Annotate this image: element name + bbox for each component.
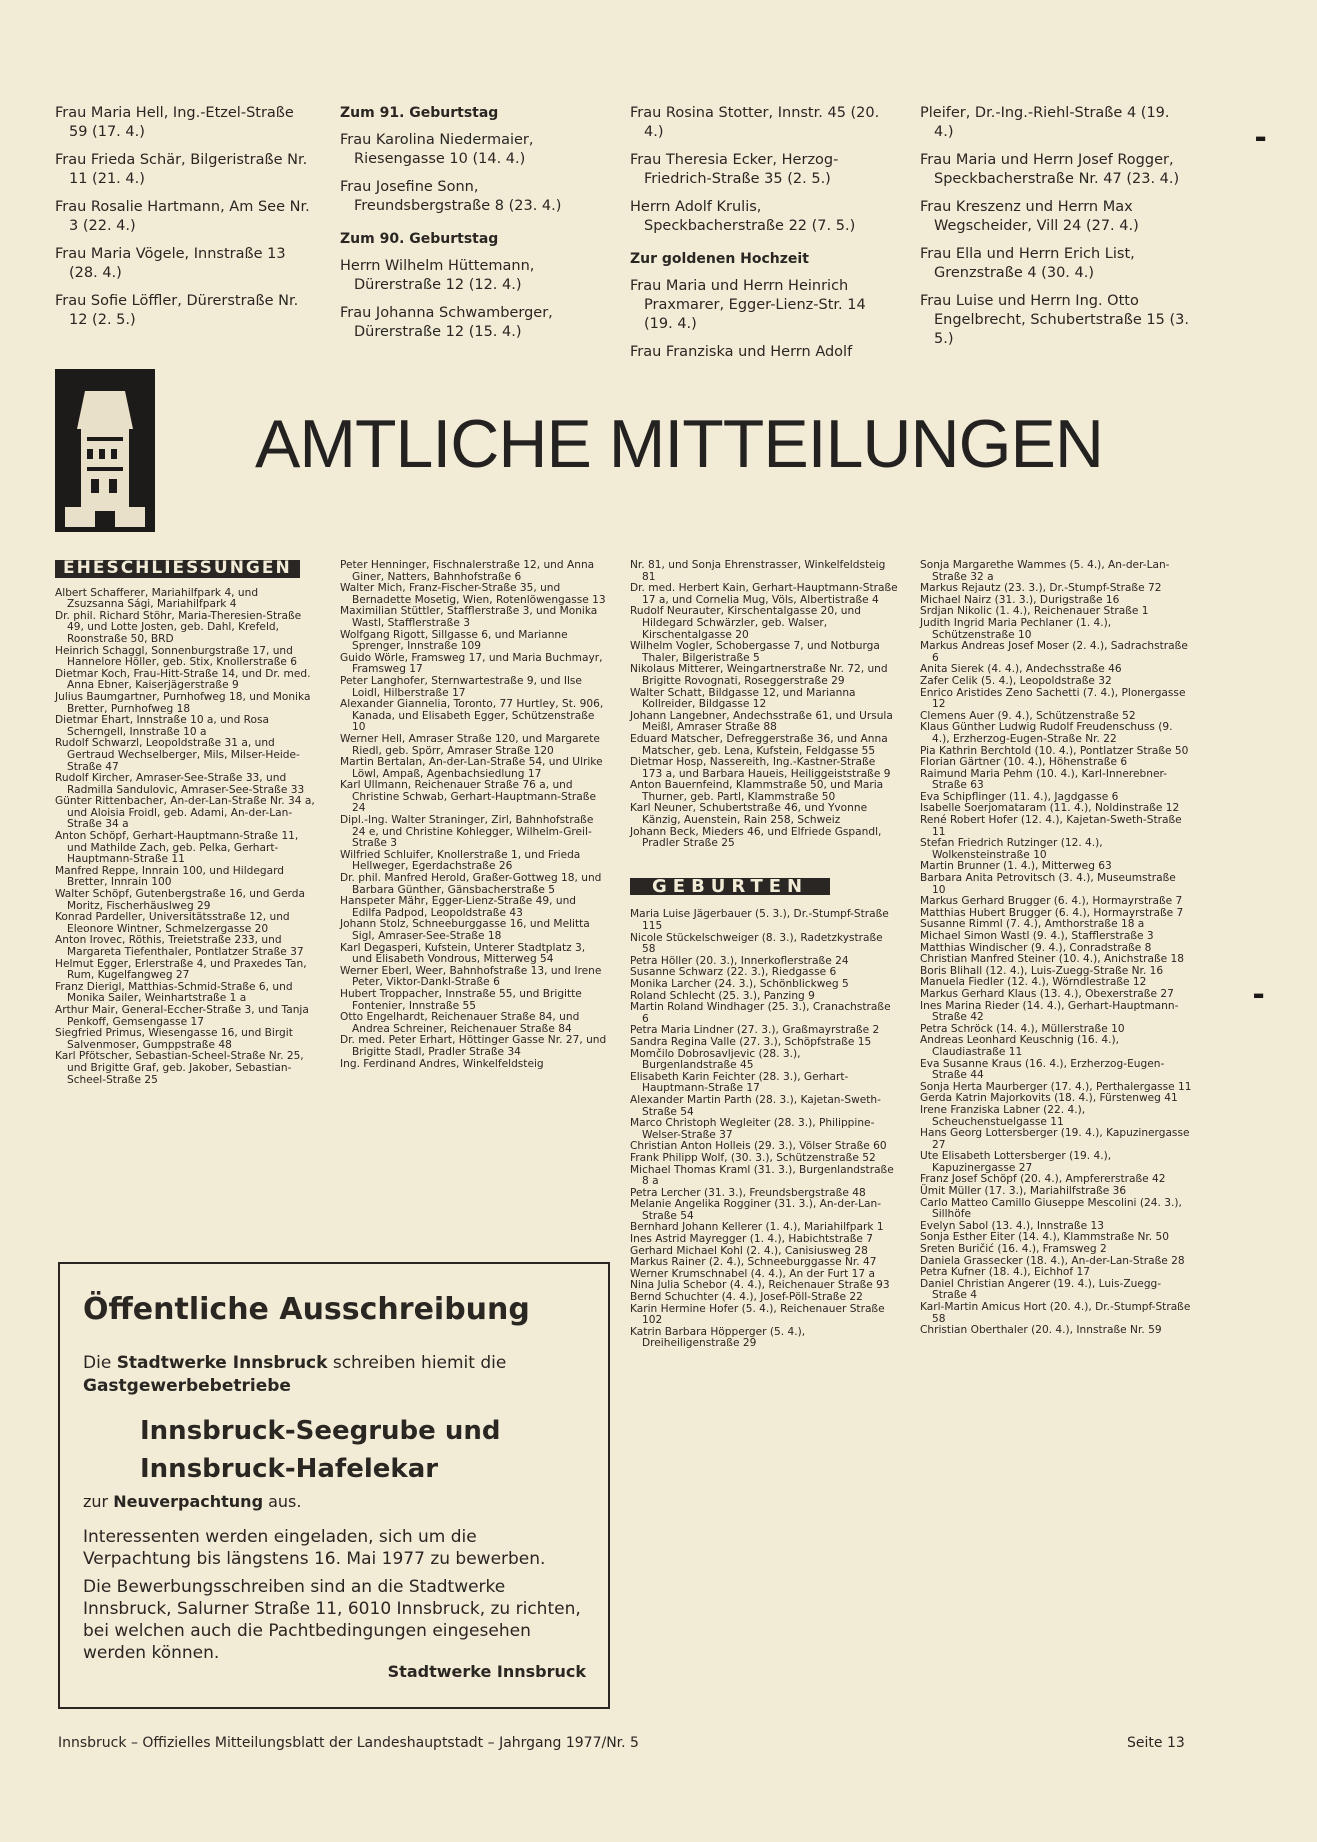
marriage-entry: Dr. med. Herbert Kain, Gerhart-Hauptmann-Straße 17 a, und Cornelia Mug, Völs, Albertistraße 4 — [630, 582, 898, 606]
marriage-entry: Siegfried Primus, Wiesengasse 16, und Birgit Salvenmoser, Gumppstraße 48 — [55, 1027, 293, 1051]
birthday-entry: Frau Rosina Stotter, Innstr. 45 (20. 4.) — [630, 105, 880, 140]
city-tower-logo — [55, 369, 155, 532]
birth-entry: Raimund Maria Pehm (10. 4.), Karl-Innerebner-Straße 63 — [920, 767, 1167, 792]
tender-lease-line: zur Neuverpachtung aus. — [83, 1492, 302, 1511]
marriage-entry: Maximilian Stüttler, Stafflerstraße 3, und Monika Wastl, Stafflerstraße 3 — [340, 605, 598, 629]
anniversary-entry: Frau Kreszenz und Herrn Max Wegscheider, Vill 24 (27. 4.) — [920, 199, 1139, 234]
birth-entry: Markus Rainer (2. 4.), Schneeburggasse Nr. 47 — [630, 1256, 877, 1269]
marriage-entry: Karl Degasperi, Kufstein, Unterer Stadtplatz 3, und Elisabeth Vondrous, Mitterweg 54 — [340, 941, 586, 966]
marriage-entry: Dietmar Ehart, Innstraße 10 a, und Rosa Scherngell, Innstraße 10 a — [55, 714, 270, 738]
birthday-entry: Frau Theresia Ecker, Herzog-Friedrich-Straße 35 (2. 5.) — [630, 152, 839, 187]
marriage-entry: Dietmar Hosp, Nassereith, Ing.-Kastner-Straße 173 a, und Barbara Haueis, Heiliggeiststraße 9 — [630, 756, 891, 780]
tender-locations: Innsbruck-Seegrube und Innsbruck-Hafelekar — [140, 1416, 501, 1484]
birth-entry: Ines Astrid Mayregger (1. 4.), Habichtstraße 7 — [630, 1233, 874, 1246]
section-banner: AMTLICHE MITTEILUNGEN — [255, 406, 1103, 482]
birth-entry: Franz Josef Schöpf (20. 4.), Ampfererstraße 42 — [920, 1173, 1166, 1186]
birth-entry: Srdjan Nikolic (1. 4.), Reichenauer Straße 1 — [920, 605, 1149, 618]
marriage-entry: Otto Engelhardt, Reichenauer Straße 84, und Andrea Schreiner, Reichenauer Straße 84 — [340, 1011, 580, 1035]
marriage-entry: Walter Schatt, Bildgasse 12, und Marianna Kollreider, Bildgasse 12 — [630, 686, 856, 711]
birth-entry: Petra Schröck (14. 4.), Müllerstraße 10 — [920, 1022, 1125, 1035]
scan-mark-icon: ▬ — [1255, 131, 1267, 145]
birthday-entry: Frau Frieda Schär, Bilgeristraße Nr. 11 (21. 4.) — [55, 152, 308, 187]
anniversary-entry: Frau Ella und Herrn Erich List, Grenzstraße 4 (30. 4.) — [920, 246, 1135, 281]
marriages-col1 — [55, 560, 317, 1086]
tender-deadline: Interessenten werden eingeladen, sich um die Verpachtung bis längstens 16. Mai 1977 zu bewerben. — [83, 1527, 546, 1569]
marriage-entry: Anton Irovec, Röthis, Treietstraße 233, und Margareta Tiefenthaler, Pontlatzer Straße 37 — [55, 934, 304, 958]
birthday-entry: Frau Maria Vögele, Innstraße 13 (28. 4.) — [55, 246, 286, 281]
heading-golden-wedding: Zur goldenen Hochzeit — [630, 251, 809, 267]
birthday-entry: Frau Maria Hell, Ing.-Etzel-Straße 59 (17. 4.) — [55, 105, 294, 140]
birth-entry: Marco Christoph Wegleiter (28. 3.), Philippine-Welser-Straße 37 — [630, 1117, 875, 1141]
birth-entry: Michael Nairz (31. 3.), Durigstraße 16 — [920, 593, 1120, 606]
marriage-entry: Rudolf Kircher, Amraser-See-Straße 33, und Radmilla Sandulovic, Amraser-See-Straße 33 — [55, 772, 305, 796]
birth-entry: Isabelle Soerjomataram (11. 4.), Noldinstraße 12 — [920, 802, 1180, 815]
birth-entry: Christian Manfred Steiner (10. 4.), Anichstraße 18 — [920, 953, 1185, 966]
marriage-entry: Albert Schafferer, Mariahilfpark 4, und Zsuzsanna Sági, Mariahilfpark 4 — [55, 586, 259, 611]
marriage-entry: Alexander Giannelia, Toronto, 77 Hurtley, St. 906, Kanada, und Elisabeth Egger, Schützenstraße 10 — [340, 698, 604, 734]
births-heading: GEBURTEN — [630, 878, 830, 896]
footer-publication: Innsbruck – Offizielles Mitteilungsblatt der Landeshauptstadt – Jahrgang 1977/Nr. 5 — [58, 1735, 639, 1751]
tender-application: Die Bewerbungsschreiben sind an die Stadtwerke Innsbruck, Salurner Straße 11, 6010 Innsbruck, zu richten, bei welchen auch die Pachtbedingungen eingesehen werden können. — [83, 1577, 581, 1663]
birth-entry: Ümit Müller (17. 3.), Mariahilfstraße 36 — [920, 1185, 1127, 1198]
birth-entry: Katrin Barbara Höpperger (5. 4.), Dreiheiligenstraße 29 — [630, 1325, 806, 1350]
marriage-entry: Rudolf Neurauter, Kirschentalgasse 20, und Hildegard Schwärzler, geb. Walser, Kirschentalgasse 20 — [630, 605, 861, 641]
marriage-entry: Hubert Troppacher, Innstraße 55, und Brigitte Fontenier, Innstraße 55 — [340, 987, 582, 1012]
birth-entry: Boris Blihall (12. 4.), Luis-Zuegg-Straße Nr. 16 — [920, 964, 1164, 977]
birth-entry: Karin Hermine Hofer (5. 4.), Reichenauer Straße 102 — [630, 1302, 885, 1327]
marriage-entry: Dr. phil. Manfred Herold, Graßer-Gottweg 18, und Barbara Günther, Gänsbacherstraße 5 — [340, 872, 602, 896]
birth-entry: Matthias Hubert Brugger (6. 4.), Hormayrstraße 7 — [920, 906, 1184, 919]
birth-entry: Martin Roland Windhager (25. 3.), Cranachstraße 6 — [630, 1001, 891, 1025]
marriage-entry: Heinrich Schaggl, Sonnenburgstraße 17, und Hannelore Höller, geb. Stix, Knollerstraße 6 — [55, 644, 298, 669]
marriage-entry: Anton Schöpf, Gerhart-Hauptmann-Straße 11, und Mathilde Zach, geb. Pelka, Gerhart-Hauptmann-Straße 11 — [55, 830, 299, 866]
marriage-entry: Franz Dierigl, Matthias-Schmid-Straße 6, und Monika Sailer, Weinhartstraße 1 a — [55, 980, 293, 1005]
birth-entry: Judith Ingrid Maria Pechlaner (1. 4.), Schützenstraße 10 — [920, 616, 1112, 641]
marriage-entry: Dr. phil. Richard Stöhr, Maria-Theresien-Straße 49, und Lotte Josten, geb. Dahl, Krefeld, Roonstraße 50, BRD — [55, 609, 302, 645]
birth-entry: René Robert Hofer (12. 4.), Kajetan-Sweth-Straße 11 — [920, 814, 1182, 838]
birth-entry: Roland Schlecht (25. 3.), Panzing 9 — [630, 989, 815, 1002]
birth-entry: Sonja Herta Maurberger (17. 4.), Perthalergasse 11 — [920, 1080, 1192, 1093]
birth-entry: Pia Kathrin Berchtold (10. 4.), Pontlatzer Straße 50 — [920, 744, 1189, 757]
marriage-entry: Dipl.-Ing. Walter Straninger, Zirl, Bahnhofstraße 24 e, und Christine Kohlegger, Wilhelm-Greil-Straße 3 — [340, 814, 594, 850]
birthday-entry: Frau Josefine Sonn, Freundsbergstraße 8 (23. 4.) — [340, 179, 562, 214]
marriages-heading: EHESCHLIESSUNGEN — [55, 560, 300, 578]
birth-entry: Sandra Regina Valle (27. 3.), Schöpfstraße 15 — [630, 1035, 872, 1048]
birth-entry: Gerhard Michael Kohl (2. 4.), Canisiusweg 28 — [630, 1244, 868, 1257]
scan-mark-icon: ▬ — [1253, 988, 1265, 1002]
marriage-entry: Peter Langhofer, Sternwartestraße 9, und Ilse Loidl, Hilberstraße 17 — [340, 674, 582, 699]
birth-entry: Petra Lercher (31. 3.), Freundsbergstraße 48 — [630, 1186, 866, 1199]
marriage-entry: Günter Rittenbacher, An-der-Lan-Straße Nr. 34 a, und Aloisia Froidl, geb. Adami, An-der-Lan-Straße 34 a — [55, 795, 315, 831]
birth-entry: Christian Anton Holleis (29. 3.), Völser Straße 60 — [630, 1140, 887, 1153]
birth-entry: Nicole Stückelschweiger (8. 3.), Radetzkystraße 58 — [630, 931, 883, 956]
birth-entry: Enrico Aristides Zeno Sachetti (7. 4.), Plonergasse 12 — [920, 686, 1186, 711]
marriage-entry: Karl Ullmann, Reichenauer Straße 76 a, und Christine Schwab, Gerhart-Hauptmann-Straße 24 — [340, 779, 596, 815]
birth-entry: Hans Georg Lottersberger (19. 4.), Kapuzinergasse 27 — [920, 1127, 1190, 1151]
marriage-entry: Guido Wörle, Framsweg 17, und Maria Buchmayr, Framsweg 17 — [340, 651, 603, 676]
marriages-births-col3 — [630, 560, 898, 1350]
birth-entry: Manuela Fiedler (12. 4.), Wörndlestraße 12 — [920, 976, 1147, 989]
anniversary-entry: Frau Franziska und Herrn Adolf — [630, 344, 853, 360]
marriage-entry: Werner Hell, Amraser Straße 120, und Margarete Riedl, geb. Spörr, Amraser Straße 120 — [340, 732, 600, 757]
birth-entry: Matthias Windischer (9. 4.), Conradstraße 8 — [920, 941, 1152, 954]
birth-entry: Gerda Katrin Majorkovits (18. 4.), Fürstenweg 41 — [920, 1092, 1178, 1105]
birth-entry: Momčilo Dobrosavljevic (28. 3.), Burgenlandstraße 45 — [630, 1047, 801, 1072]
heading-90: Zum 90. Geburtstag — [340, 231, 499, 247]
birth-entry: Michael Thomas Kraml (31. 3.), Burgenlandstraße 8 a — [630, 1163, 894, 1188]
marriage-entry: Johann Stolz, Schneeburggasse 16, und Melitta Sigl, Amraser-See-Straße 18 — [340, 918, 590, 942]
birthday-list-col1 — [55, 104, 315, 339]
marriage-entry: Martin Bertalan, An-der-Lan-Straße 54, und Ulrike Löwl, Ampaß, Agenbachsiedlung 17 — [340, 756, 603, 780]
marriage-entry: Karl Pfötscher, Sebastian-Scheel-Straße Nr. 25, und Brigitte Graf, geb. Jakober, Sebastian-Scheel-Straße 25 — [55, 1050, 304, 1086]
birth-entry: Daniel Christian Angerer (19. 4.), Luis-Zuegg-Straße 4 — [920, 1277, 1162, 1302]
birth-entry: Alexander Martin Parth (28. 3.), Kajetan-Sweth-Straße 54 — [630, 1093, 881, 1118]
anniversary-entry: Frau Maria und Herrn Josef Rogger, Speckbacherstraße Nr. 47 (23. 4.) — [920, 152, 1180, 187]
marriage-entry: Ing. Ferdinand Andres, Winkelfeldsteig — [340, 1057, 544, 1070]
marriage-entry: Hanspeter Mähr, Egger-Lienz-Straße 49, und Edilfa Padpod, Leopoldstraße 43 — [340, 895, 577, 919]
birth-entry: Eva Susanne Kraus (16. 4.), Erzherzog-Eugen-Straße 44 — [920, 1057, 1165, 1082]
birthday-list-col4 — [920, 104, 1190, 358]
birth-entry: Christian Oberthaler (20. 4.), Innstraße Nr. 59 — [920, 1324, 1162, 1337]
birth-entry: Frank Philipp Wolf, (30. 3.), Schützenstraße 52 — [630, 1151, 876, 1164]
birth-entry: Eva Schipflinger (11. 4.), Jagdgasse 6 — [920, 790, 1119, 803]
heading-91: Zum 91. Geburtstag — [340, 105, 499, 121]
births-col4 — [920, 560, 1192, 1337]
birth-entry: Monika Larcher (24. 3.), Schönblickweg 5 — [630, 978, 849, 990]
birth-entry: Markus Andreas Josef Moser (2. 4.), Sadrachstraße 6 — [920, 640, 1188, 664]
birth-entry: Ute Elisabeth Lottersberger (19. 4.), Kapuzinergasse 27 — [920, 1150, 1112, 1174]
page-number: Seite 13 — [1127, 1735, 1185, 1751]
birth-entry: Ines Marina Rieder (14. 4.), Gerhart-Hauptmann-Straße 42 — [920, 999, 1179, 1024]
birth-entry: Sonja Margarethe Wammes (5. 4.), An-der-Lan-Straße 32 a — [920, 559, 1170, 583]
marriage-entry: Wilhelm Vogler, Schobergasse 7, und Notburga Thaler, Bilgeristraße 5 — [630, 640, 880, 664]
birth-entry: Werner Krumschnabel (4. 4.), An der Furt 17 a — [630, 1267, 875, 1280]
birth-entry: Maria Luise Jägerbauer (5. 3.), Dr.-Stumpf-Straße 115 — [630, 908, 889, 933]
birth-entry: Anita Sierek (4. 4.), Andechsstraße 46 — [920, 663, 1122, 676]
birth-entry: Karl-Martin Amicus Hort (20. 4.), Dr.-Stumpf-Straße 58 — [920, 1301, 1191, 1325]
birth-entry: Barbara Anita Petrovitsch (3. 4.), Museumstraße 10 — [920, 872, 1176, 896]
marriage-entry: Wilfried Schluifer, Knollerstraße 1, und Frieda Hellweger, Egerdachstraße 26 — [340, 848, 581, 873]
marriage-entry: Eduard Matscher, Defreggerstraße 36, und Anna Matscher, geb. Lena, Kufstein, Feldgasse 55 — [630, 732, 888, 757]
birth-entry: Michael Simon Wastl (9. 4.), Stafflerstraße 3 — [920, 930, 1154, 942]
marriage-entry: Werner Eberl, Weer, Bahnhofstraße 13, und Irene Peter, Viktor-Dankl-Straße 6 — [340, 964, 602, 989]
birth-entry: Daniela Grassecker (18. 4.), An-der-Lan-Straße 28 — [920, 1254, 1185, 1267]
birth-entry: Melanie Angelika Rogginer (31. 3.), An-der-Lan-Straße 54 — [630, 1198, 882, 1222]
birth-entry: Klaus Günther Ludwig Rudolf Freudenschuss (9. 4.), Erzherzog-Eugen-Straße Nr. 22 — [920, 721, 1173, 745]
birth-entry: Stefan Friedrich Rutzinger (12. 4.), Wolkensteinstraße 10 — [920, 837, 1103, 861]
anniversary-entry: Frau Luise und Herrn Ing. Otto Engelbrecht, Schubertstraße 15 (3. 5.) — [920, 293, 1189, 347]
birth-entry: Petra Kufner (18. 4.), Eichhof 17 — [920, 1266, 1090, 1279]
marriage-entry: Karl Neuner, Schubertstraße 46, und Yvonne Känzig, Auenstein, Rain 258, Schweiz — [630, 802, 868, 827]
marriage-entry: Peter Henninger, Fischnalerstraße 12, und Anna Giner, Natters, Bahnhofstraße 6 — [340, 559, 595, 583]
marriage-entry: Rudolf Schwarzl, Leopoldstraße 31 a, und Gertraud Wechselberger, Mils, Milser-Heide-Straße 47 — [55, 737, 300, 773]
marriage-entry: Helmut Egger, Erlerstraße 4, und Praxedes Tan, Rum, Kugelfangweg 27 — [55, 957, 307, 982]
birth-entry: Evelyn Sabol (13. 4.), Innstraße 13 — [920, 1219, 1104, 1232]
anniversary-entry: Pleifer, Dr.-Ing.-Riehl-Straße 4 (19. 4.) — [920, 105, 1170, 140]
tender-intro: Die Stadtwerke Innsbruck schreiben hiemit die Gastgewerbebetriebe — [83, 1353, 507, 1396]
birth-entry: Markus Gerhard Brugger (6. 4.), Hormayrstraße 7 — [920, 895, 1183, 908]
birth-entry: Susanne Rimml (7. 4.), Amthorstraße 18 a — [920, 918, 1145, 931]
birth-entry: Markus Gerhard Klaus (13. 4.), Obexerstraße 27 — [920, 987, 1174, 1000]
marriage-entry: Arthur Mair, General-Eccher-Straße 3, und Tanja Penkoff, Gemsengasse 17 — [55, 1003, 309, 1028]
birth-entry: Bernhard Johann Kellerer (1. 4.), Mariahilfpark 1 — [630, 1221, 884, 1234]
anniversary-entry: Frau Maria und Herrn Heinrich Praxmarer, Egger-Lienz-Str. 14 (19. 4.) — [630, 278, 866, 332]
birth-entry: Markus Rejautz (23. 3.), Dr.-Stumpf-Straße 72 — [920, 582, 1162, 595]
birthday-col2 — [340, 104, 605, 351]
marriage-entry: Johann Beck, Mieders 46, und Elfriede Gspandl, Pradler Straße 25 — [630, 825, 882, 850]
marriage-entry: Anton Bauernfeind, Klammstraße 50, und Maria Thurner, geb. Partl, Klammstraße 50 — [630, 779, 884, 803]
birth-entry: Petra Maria Lindner (27. 3.), Graßmayrstraße 2 — [630, 1024, 880, 1037]
tender-title: Öffentliche Ausschreibung — [83, 1292, 530, 1327]
birth-entry: Clemens Auer (9. 4.), Schützenstraße 52 — [920, 709, 1136, 722]
birth-entry: Carlo Matteo Camillo Giuseppe Mescolini (24. 3.), Sillhöfe — [920, 1196, 1182, 1221]
tender-signature: Stadtwerke Innsbruck — [387, 1662, 586, 1681]
birth-entry: Nina Julia Schebor (4. 4.), Reichenauer Straße 93 — [630, 1279, 890, 1292]
birthday-entry: Herrn Wilhelm Hüttemann, Dürerstraße 12 (12. 4.) — [340, 258, 535, 293]
marriage-entry: Nikolaus Mitterer, Weingartnerstraße Nr. 72, und Brigitte Rovognati, Roseggerstraße 29 — [630, 663, 888, 687]
marriage-entry: Walter Schöpf, Gutenbergstraße 16, und Gerda Moritz, Fischerhäuslweg 29 — [55, 888, 305, 912]
marriage-entry: Dietmar Koch, Frau-Hitt-Straße 14, und Dr. med. Anna Ebner, Kaiserjägerstraße 9 — [55, 667, 311, 692]
birth-entry: Petra Höller (20. 3.), Innerkoflerstraße 24 — [630, 954, 849, 967]
birth-entry: Andreas Leonhard Keuschnig (16. 4.), Claudiastraße 11 — [920, 1034, 1120, 1058]
birthday-entry: Frau Rosalie Hartmann, Am See Nr. 3 (22. 4.) — [55, 199, 310, 234]
birthday-entry: Herrn Adolf Krulis, Speckbacherstraße 22 (7. 5.) — [630, 199, 856, 234]
marriage-entry: Konrad Pardeller, Universitätsstraße 12, und Eleonore Wintner, Schmelzergasse 20 — [55, 911, 290, 935]
marriage-entry: Nr. 81, und Sonja Ehrenstrasser, Winkelfeldsteig 81 — [630, 559, 886, 583]
marriage-entry: Johann Langebner, Andechsstraße 61, und Ursula Meißl, Amraser Straße 88 — [630, 709, 893, 734]
marriage-entry: Walter Mich, Franz-Fischer-Straße 35, und Bernadette Mosetig, Wien, Rotenlöwengasse 13 — [340, 582, 606, 606]
birth-entry: Sreten Buričić (16. 4.), Framsweg 2 — [920, 1243, 1107, 1256]
birth-entry: Zafer Celik (5. 4.), Leopoldstraße 32 — [920, 674, 1112, 687]
marriages-col2 — [340, 560, 608, 1070]
birth-entry: Florian Gärtner (10. 4.), Höhenstraße 6 — [920, 756, 1128, 769]
birth-entry: Susanne Schwarz (22. 3.), Riedgasse 6 — [630, 966, 837, 979]
birthday-entry: Frau Sofie Löffler, Dürerstraße Nr. 12 (2. 5.) — [55, 293, 299, 328]
birth-entry: Martin Brunner (1. 4.), Mitterweg 63 — [920, 860, 1112, 873]
marriage-entry: Manfred Reppe, Innrain 100, und Hildegard Bretter, Innrain 100 — [55, 864, 285, 889]
marriage-entry: Wolfgang Rigott, Sillgasse 6, und Marianne Sprenger, Innstraße 109 — [340, 628, 568, 653]
birthday-entry: Frau Karolina Niedermaier, Riesengasse 10 (14. 4.) — [340, 132, 534, 167]
birthday-entry: Frau Johanna Schwamberger, Dürerstraße 12 (15. 4.) — [340, 305, 553, 340]
birth-entry: Irene Franziska Labner (22. 4.), Scheuchenstuelgasse 11 — [920, 1103, 1086, 1128]
birth-entry: Bernd Schuchter (4. 4.), Josef-Pöll-Straße 22 — [630, 1291, 863, 1304]
birth-entry: Sonja Esther Eiter (14. 4.), Klammstraße Nr. 50 — [920, 1231, 1170, 1244]
marriage-entry: Julius Baumgartner, Purnhofweg 18, und Monika Bretter, Purnhofweg 18 — [55, 690, 311, 715]
birth-entry: Elisabeth Karin Feichter (28. 3.), Gerhart-Hauptmann-Straße 17 — [630, 1070, 849, 1095]
birthday-col3 — [630, 104, 895, 371]
marriage-entry: Dr. med. Peter Erhart, Höttinger Gasse Nr. 27, und Brigitte Stadl, Pradler Straße 34 — [340, 1034, 607, 1058]
public-tender-box — [58, 1262, 610, 1709]
